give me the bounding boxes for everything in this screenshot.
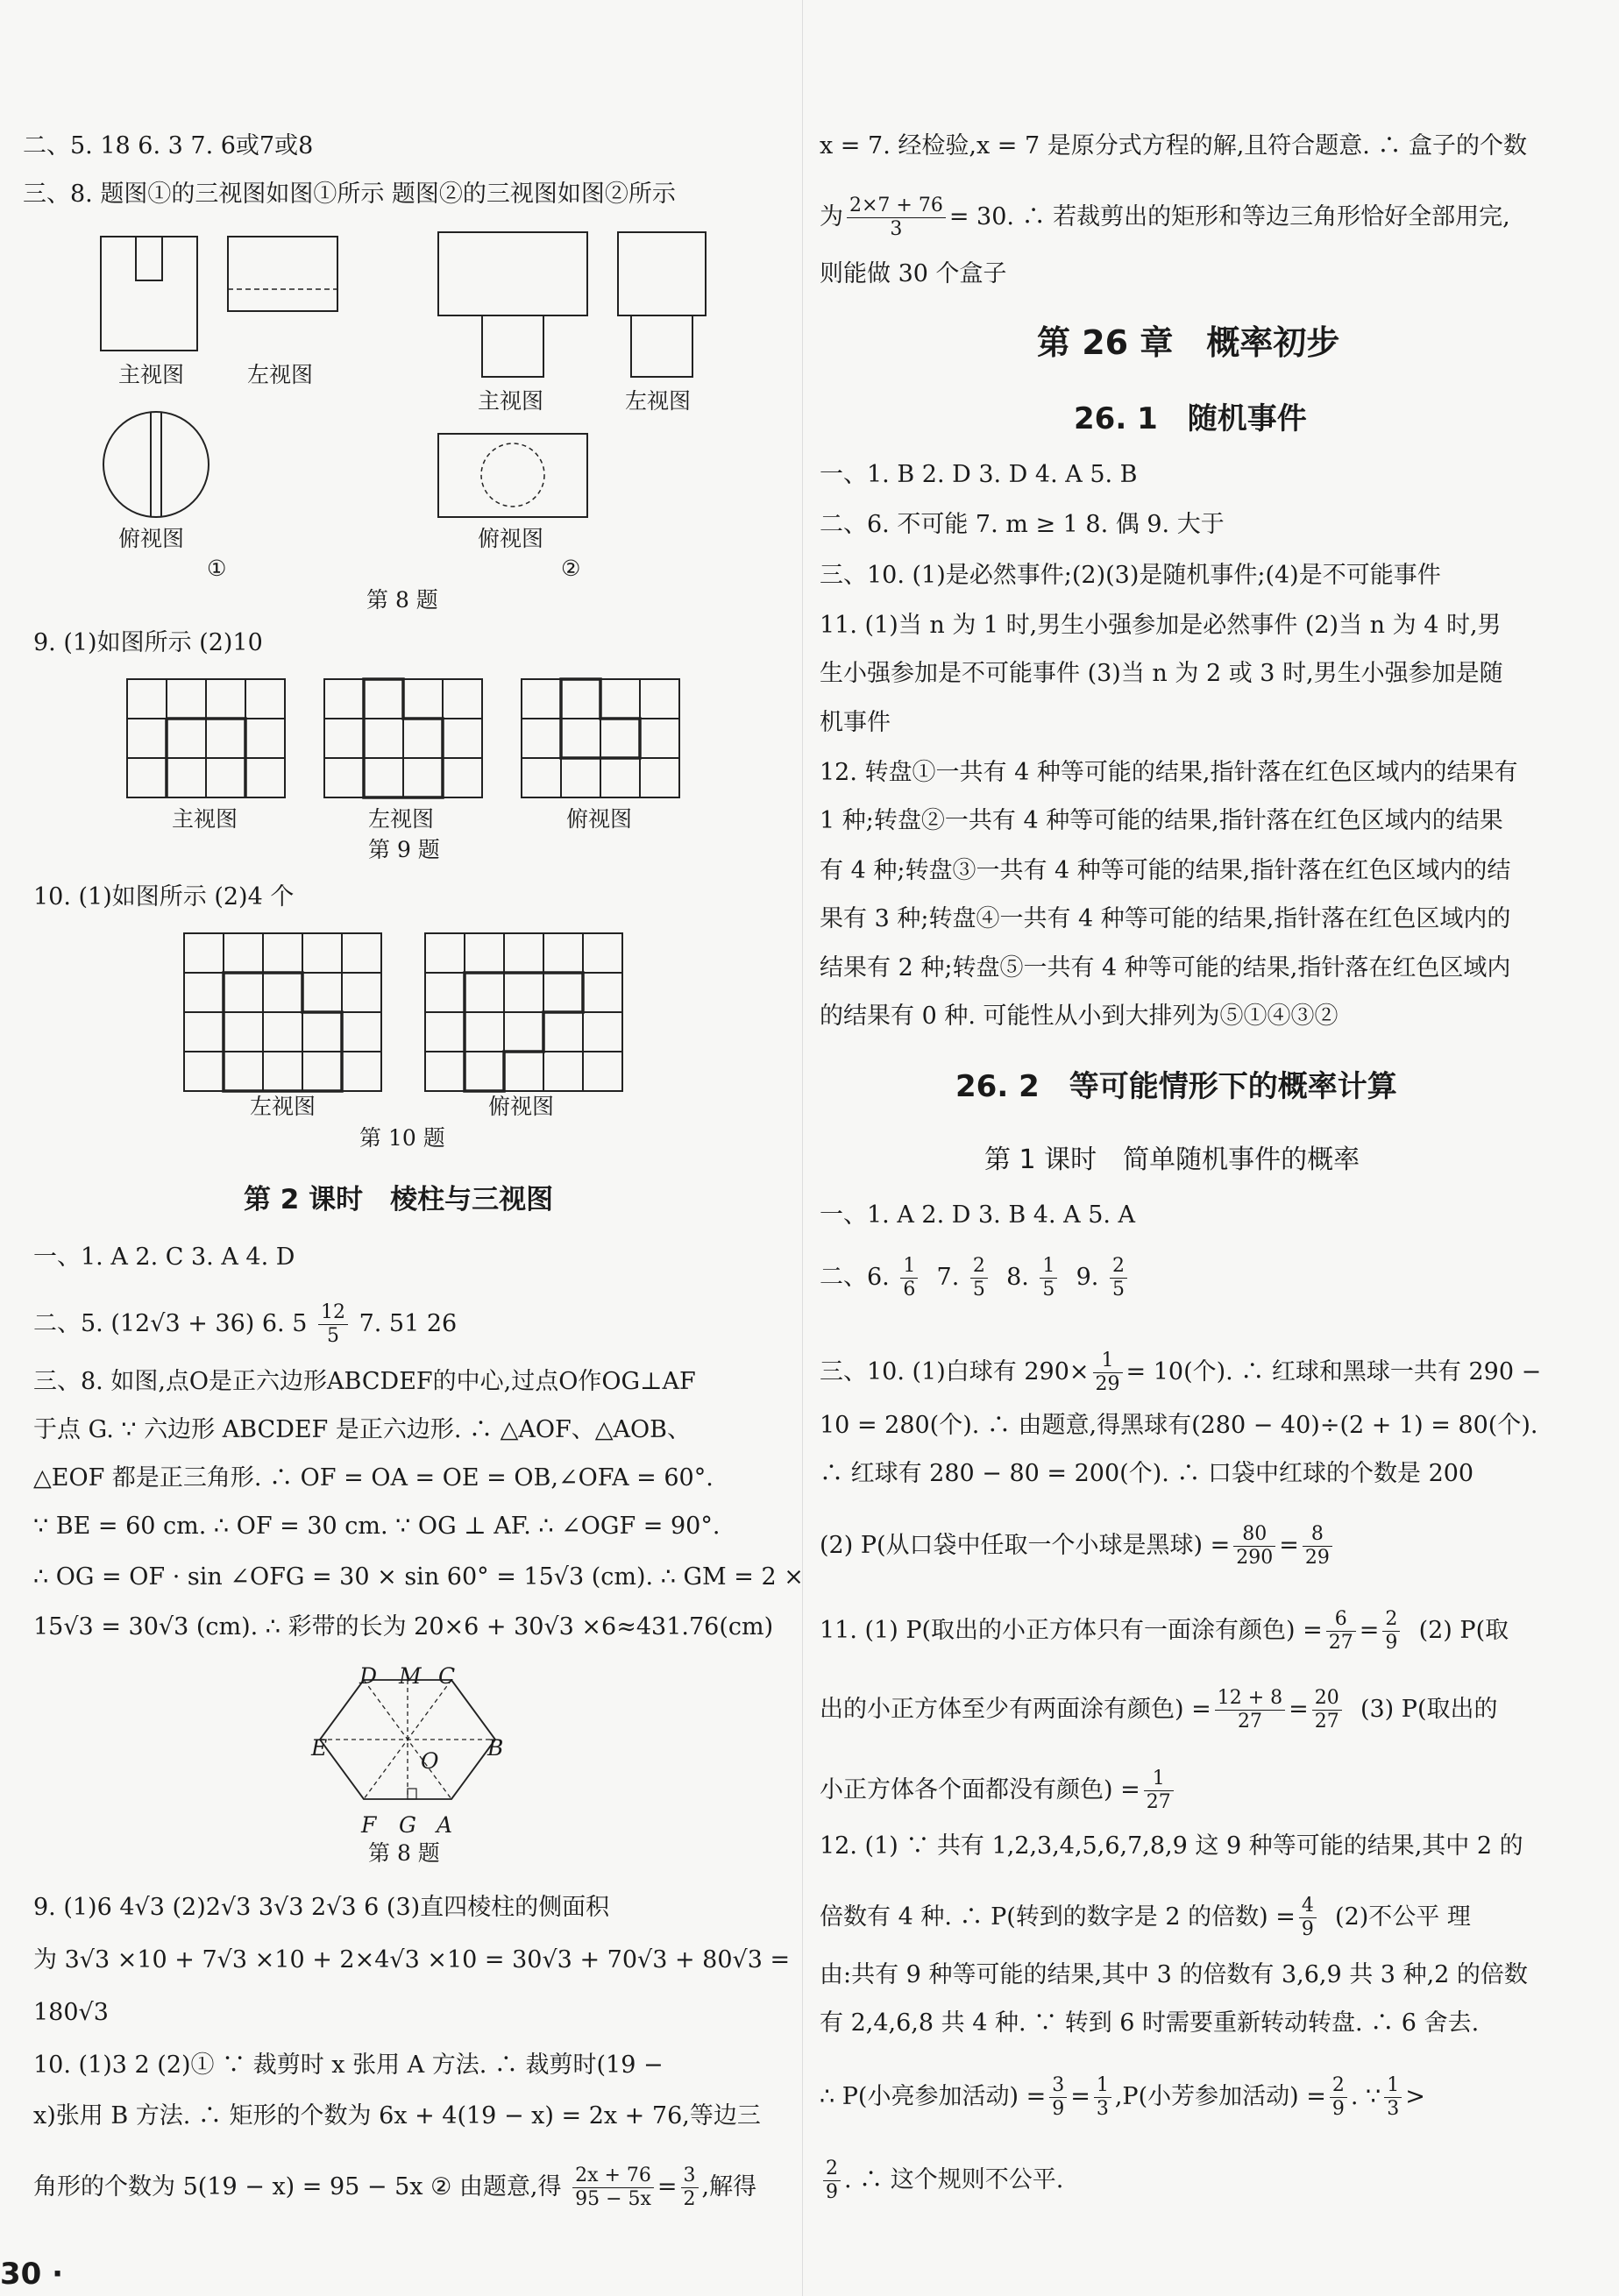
answer-line: △EOF 都是正三角形. ∴ OF = OA = OE = OB,∠OFA = 60°. [33,1464,714,1492]
section-heading: 第 2 课时 棱柱与三视图 [244,1184,554,1215]
figure-8-left-view-2 [614,228,710,381]
fig8-main-view-label: 主视图 [118,362,185,387]
fig9-left-view-label: 左视图 [368,806,435,832]
answer-line: 180√3 [33,1999,109,2026]
answer-line: 机事件 [820,709,891,736]
hex-label-f: F [361,1812,377,1838]
fig10-left-view-label: 左视图 [250,1094,316,1119]
answer-line: 三、10. (1)是必然事件;(2)(3)是随机事件;(4)是不可能事件 [820,562,1441,589]
hex-label-e: E [311,1735,328,1761]
answer-line: 二、5. 18 6. 3 7. 6或7或8 [23,132,314,159]
answer-line: 三、8. 如图,点O是正六边形ABCDEF的中心,过点O作OG⊥AF [33,1368,696,1395]
hex-label-m: M [399,1663,422,1689]
answer-line: 10. (1)如图所示 (2)4 个 [33,883,295,911]
answer-line: 1 种;转盘②一共有 4 种等可能的结果,指针落在红色区域内的结果 [820,807,1503,834]
answer-line: 9. (1)如图所示 (2)10 [33,629,263,656]
hex-label-o: O [421,1748,439,1774]
answer-line: 11. (1)当 n 为 1 时,男生小强参加是必然事件 (2)当 n 为 4 时,男 [820,612,1502,639]
fig9-top-view-label: 俯视图 [566,806,633,832]
answer-line: 果有 3 种;转盘④一共有 4 种等可能的结果,指针落在红色区域内的 [820,905,1511,932]
hex-label-b: B [487,1735,504,1761]
answer-line: 三、8. 题图①的三视图如图①所示 题图②的三视图如图②所示 [23,181,676,208]
answer-line: 二、6. $\frac{1}{6}$ 7. $\frac{2}{5}$ 8. $\frac{1}{5}$ 9. $\frac{2}{5}$ [820,1255,1131,1301]
figure-10-grids [180,929,671,1095]
hex-label-a: A [437,1812,453,1838]
fig8-caption: 第 8 题 [366,587,438,613]
answer-line: 10 = 280(个). ∴ 由题意,得黑球有(280 − 40)÷(2 + 1) = 80(个). [820,1412,1538,1439]
fig8-left-view-label: 左视图 [247,362,314,387]
fig10-caption: 第 10 题 [359,1125,445,1151]
column-divider [802,0,803,2296]
answer-line: 10. (1)3 2 (2)① ∵ 裁剪时 x 张用 A 方法. ∴ 裁剪时(19 − [33,2052,664,2079]
answer-line: 倍数有 4 种. ∴ P(转到的数字是 2 的倍数) = $\frac{4}{9}$ (2)不公平 理 [820,1895,1471,1940]
figure-9-grids [123,675,692,806]
answer-line: ∴ P(小亮参加活动) = $\frac{3}{9}$ = $\frac{1}{3}$ ,P(小芳参加活动) = $\frac{2}{9}$ . ∵ $\frac{1}{3}$ > [820,2074,1425,2120]
fig9-main-view-label: 主视图 [172,806,238,832]
hex-label-g: G [399,1812,416,1838]
answer-line: 11. (1) P(取出的小正方体只有一面涂有颜色) = $\frac{6}{27}$ = $\frac{2}{9}$ (2) P(取 [820,1608,1509,1654]
answer-line: 于点 G. ∵ 六边形 ABCDEF 是正六边形. ∴ △AOF、△AOB、 [33,1416,691,1443]
answer-line: 15√3 = 30√3 (cm). ∴ 彩带的长为 20×6 + 30√3 ×6≈431.76(cm) [33,1613,774,1641]
answer-line: 生小强参加是不可能事件 (3)当 n 为 2 或 3 时,男生小强参加是随 [820,660,1503,687]
answer-line: 有 2,4,6,8 共 4 种. ∵ 转到 6 时需要重新转动转盘. ∴ 6 舍去. [820,2009,1480,2037]
fig8-main-view-label-2: 主视图 [478,388,544,414]
answer-line: $\frac{2}{9}$ . ∴ 这个规则不公平. [820,2158,1063,2204]
answer-line: ∵ BE = 60 cm. ∴ OF = 30 cm. ∵ OG ⊥ AF. ∴ ∠OGF = 90°. [33,1513,721,1540]
answer-line: 则能做 30 个盒子 [820,260,1007,287]
answer-line: 角形的个数为 5(19 − x) = 95 − 5x ② 由题意,得 $\frac{2x + 76}{95 - 5x}$ = $\frac{3}{2}$ ,解得 [33,2165,757,2210]
fig8-mark-1: ① [207,556,227,581]
answer-line: 三、10. (1)白球有 290× $\frac{1}{29}$ = 10(个). ∴ 红球和黑球一共有 290 − [820,1350,1542,1395]
answer-line: 9. (1)6 4√3 (2)2√3 3√3 2√3 6 (3)直四棱柱的侧面积 [33,1894,610,1921]
answer-line: 一、1. A 2. C 3. A 4. D [33,1244,295,1271]
answer-line: 为 $\frac{2\times 7 + 76}{3}$ = 30. ∴ 若裁剪出的矩形和等边三角形恰好全部用完, [820,195,1510,240]
fig9-caption: 第 9 题 [368,837,440,862]
answer-line: 由:共有 9 种等可能的结果,其中 3 的倍数有 3,6,9 共 3 种,2 的倍数 [820,1961,1528,1988]
hex-label-d: D [359,1663,378,1689]
answer-line: x)张用 B 方法. ∴ 矩形的个数为 6x + 4(19 − x) = 2x + 76,等边三 [33,2102,761,2129]
answer-line: 12. (1) ∵ 共有 1,2,3,4,5,6,7,8,9 这 9 种等可能的结果,其中 2 的 [820,1832,1523,1860]
answer-line: 一、1. A 2. D 3. B 4. A 5. A [820,1201,1136,1229]
hex-caption: 第 8 题 [368,1840,440,1866]
fig10-top-view-label: 俯视图 [488,1094,555,1119]
chapter-title: 第 26 章 概率初步 [1037,323,1340,362]
answer-line: 为 3√3 ×10 + 7√3 ×10 + 2×4√3 ×10 = 30√3 + 70√3 + 80√3 = [33,1946,791,1974]
answer-line: (2) P(从口袋中任取一个小球是黑球) = $\frac{80}{290}$ = $\frac{8}{29}$ [820,1523,1336,1570]
answer-line: 二、6. 不可能 7. m ≥ 1 8. 偶 9. 大于 [820,511,1225,538]
fig8-top-view-label: 俯视图 [118,526,185,551]
answer-line: 有 4 种;转盘③一共有 4 种等可能的结果,指针落在红色区域内的结 [820,857,1511,884]
page-number: 30 · [0,2257,64,2292]
fig8-mark-2: ② [561,556,581,581]
section-heading: 26. 1 随机事件 [1074,401,1307,436]
fig8-top-view-label-2: 俯视图 [478,526,544,551]
answer-line: 的结果有 0 种. 可能性从小到大排列为⑤①④③② [820,1003,1339,1030]
answer-line: 小正方体各个面都没有颜色) = $\frac{1}{27}$ [820,1768,1177,1814]
fig8-left-view-label-2: 左视图 [625,388,692,414]
answer-line: 一、1. B 2. D 3. D 4. A 5. B [820,461,1138,488]
answer-line: 12. 转盘①一共有 4 种等可能的结果,指针落在红色区域内的结果有 [820,759,1518,786]
answer-line: ∴ OG = OF · sin ∠OFG = 30 × sin 60° = 15√3 (cm). ∴ GM = 2 × [33,1563,804,1591]
answer-line: 结果有 2 种;转盘⑤一共有 4 种等可能的结果,指针落在红色区域内 [820,954,1511,981]
answer-line: ∴ 红球有 280 − 80 = 200(个). ∴ 口袋中红球的个数是 200 [820,1460,1474,1487]
hexagon-figure [316,1669,500,1827]
answer-line: 出的小正方体至少有两面涂有颜色) = $\frac{12 + 8}{27}$ = $\frac{20}{27}$ (3) P(取出的 [820,1687,1498,1733]
answer-line: x = 7. 经检验,x = 7 是原分式方程的解,且符合题意. ∴ 盒子的个数 [820,132,1528,159]
lesson-heading: 第 1 课时 简单随机事件的概率 [984,1144,1360,1175]
section-heading: 26. 2 等可能情形下的概率计算 [955,1069,1397,1104]
answer-line: 二、5. (12√3 + 36) 6. 5 $\frac{12}{5}$ 7. 51 26 [33,1301,458,1347]
hex-label-c: C [438,1663,456,1689]
